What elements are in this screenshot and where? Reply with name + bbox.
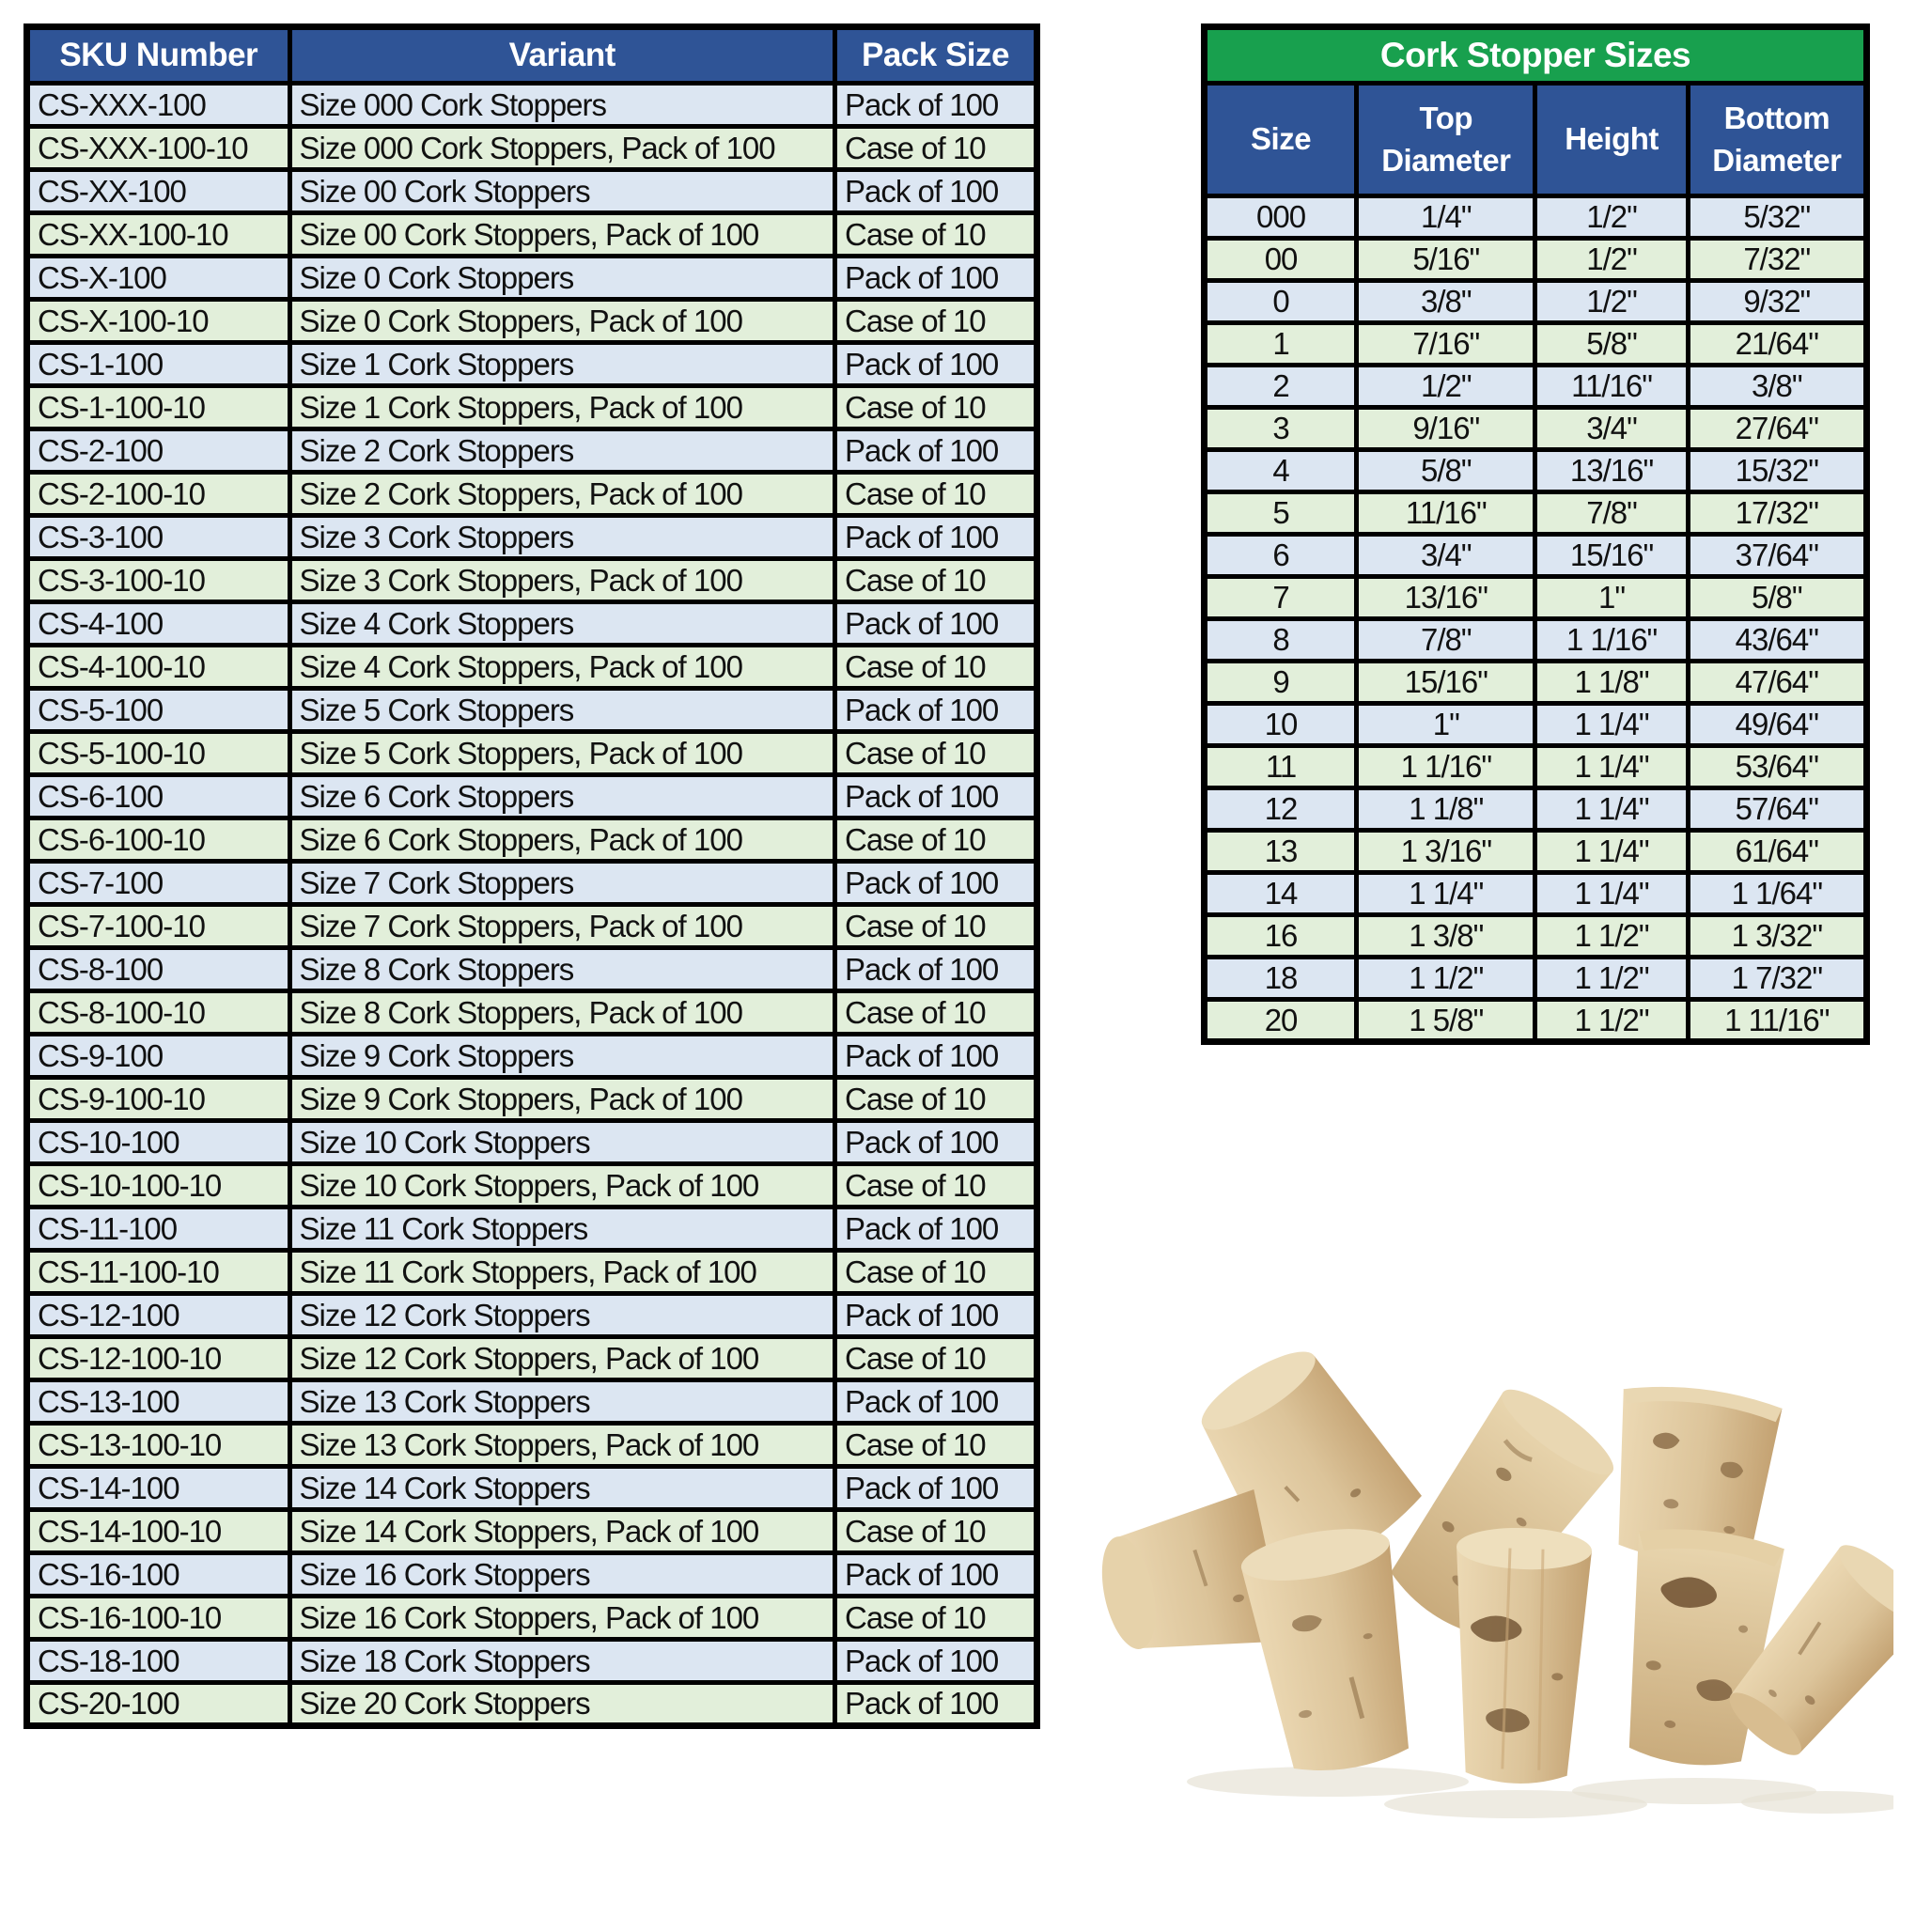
size-cell: 000 xyxy=(1205,196,1357,239)
sku-number-column-header: SKU Number xyxy=(27,27,290,84)
sku-table-row xyxy=(27,991,1037,1035)
sku-table-row xyxy=(27,300,1037,343)
bottom-diameter-cell: 53/64" xyxy=(1688,746,1866,788)
sku-table-row xyxy=(27,948,1037,991)
sku-table-row xyxy=(27,862,1037,905)
bottom-diameter-cell: 5/32" xyxy=(1688,196,1866,239)
pack-size-cell: Case of 10 xyxy=(835,127,1037,170)
height-cell: 1/2" xyxy=(1535,239,1688,281)
sku-number-cell: CS-5-100 xyxy=(27,689,290,732)
size-cell: 10 xyxy=(1205,704,1357,746)
top-diameter-cell: 1 3/8" xyxy=(1357,915,1535,958)
sku-table-row xyxy=(27,905,1037,948)
variant-cell: Size 7 Cork Stoppers, Pack of 100 xyxy=(289,905,835,948)
size-table-row xyxy=(1205,662,1867,704)
bottom-diameter-cell: 21/64" xyxy=(1688,323,1866,366)
height-cell: 1 1/4" xyxy=(1535,788,1688,831)
height-cell: 13/16" xyxy=(1535,450,1688,492)
top-diameter-cell: 9/16" xyxy=(1357,408,1535,450)
variant-cell: Size 4 Cork Stoppers xyxy=(289,602,835,646)
top-diameter-cell: 5/16" xyxy=(1357,239,1535,281)
bottom-diameter-cell: 1 7/32" xyxy=(1688,958,1866,1000)
bottom-diameter-column-header: Bottom Diameter xyxy=(1688,84,1866,196)
top-diameter-cell: 1/2" xyxy=(1357,366,1535,408)
sku-number-cell: CS-11-100 xyxy=(27,1208,290,1251)
variant-cell: Size 14 Cork Stoppers xyxy=(289,1467,835,1510)
sku-number-cell: CS-1-100-10 xyxy=(27,386,290,429)
variant-cell: Size 00 Cork Stoppers, Pack of 100 xyxy=(289,213,835,257)
size-table-row xyxy=(1205,704,1867,746)
bottom-diameter-cell: 47/64" xyxy=(1688,662,1866,704)
top-diameter-cell: 1 3/16" xyxy=(1357,831,1535,873)
size-cell: 3 xyxy=(1205,408,1357,450)
variant-cell: Size 13 Cork Stoppers xyxy=(289,1380,835,1424)
sku-table-row xyxy=(27,257,1037,300)
variant-cell: Size 10 Cork Stoppers xyxy=(289,1121,835,1164)
pack-size-cell: Case of 10 xyxy=(835,1164,1037,1208)
height-cell: 1 1/2" xyxy=(1535,915,1688,958)
size-cell: 5 xyxy=(1205,492,1357,535)
variant-cell: Size 13 Cork Stoppers, Pack of 100 xyxy=(289,1424,835,1467)
sku-table-row xyxy=(27,602,1037,646)
variant-cell: Size 8 Cork Stoppers, Pack of 100 xyxy=(289,991,835,1035)
variant-cell: Size 5 Cork Stoppers, Pack of 100 xyxy=(289,732,835,775)
sku-number-cell: CS-9-100-10 xyxy=(27,1078,290,1121)
bottom-diameter-cell: 15/32" xyxy=(1688,450,1866,492)
size-table-row xyxy=(1205,873,1867,915)
size-cell: 00 xyxy=(1205,239,1357,281)
top-diameter-cell: 3/4" xyxy=(1357,535,1535,577)
pack-size-cell: Pack of 100 xyxy=(835,1683,1037,1726)
variant-cell: Size 12 Cork Stoppers xyxy=(289,1294,835,1337)
top-diameter-cell: 7/16" xyxy=(1357,323,1535,366)
sku-table-row xyxy=(27,516,1037,559)
variant-cell: Size 16 Cork Stoppers xyxy=(289,1553,835,1597)
bottom-diameter-cell: 9/32" xyxy=(1688,281,1866,323)
variant-cell: Size 6 Cork Stoppers xyxy=(289,775,835,818)
size-table-row xyxy=(1205,535,1867,577)
top-diameter-column-header: Top Diameter xyxy=(1357,84,1535,196)
size-table-row xyxy=(1205,1000,1867,1042)
sku-number-cell: CS-XX-100-10 xyxy=(27,213,290,257)
size-cell: 9 xyxy=(1205,662,1357,704)
sku-table-row xyxy=(27,1597,1037,1640)
sku-number-cell: CS-7-100 xyxy=(27,862,290,905)
bottom-diameter-cell: 7/32" xyxy=(1688,239,1866,281)
pack-size-cell: Pack of 100 xyxy=(835,429,1037,473)
sku-table-row xyxy=(27,732,1037,775)
size-cell: 4 xyxy=(1205,450,1357,492)
bottom-diameter-cell: 5/8" xyxy=(1688,577,1866,619)
sku-table-row xyxy=(27,429,1037,473)
sku-table-row xyxy=(27,1424,1037,1467)
sku-table-row xyxy=(27,1380,1037,1424)
sku-number-cell: CS-18-100 xyxy=(27,1640,290,1683)
pack-size-cell: Case of 10 xyxy=(835,1510,1037,1553)
variant-cell: Size 00 Cork Stoppers xyxy=(289,170,835,213)
variant-cell: Size 11 Cork Stoppers, Pack of 100 xyxy=(289,1251,835,1294)
sku-number-cell: CS-X-100 xyxy=(27,257,290,300)
variant-cell: Size 20 Cork Stoppers xyxy=(289,1683,835,1726)
pack-size-cell: Pack of 100 xyxy=(835,689,1037,732)
variant-cell: Size 18 Cork Stoppers xyxy=(289,1640,835,1683)
top-diameter-cell: 1 1/16" xyxy=(1357,746,1535,788)
pack-size-cell: Pack of 100 xyxy=(835,257,1037,300)
size-table-row xyxy=(1205,492,1867,535)
bottom-diameter-cell: 27/64" xyxy=(1688,408,1866,450)
bottom-diameter-cell: 1 11/16" xyxy=(1688,1000,1866,1042)
size-cell: 11 xyxy=(1205,746,1357,788)
pack-size-cell: Pack of 100 xyxy=(835,1208,1037,1251)
bottom-diameter-cell: 49/64" xyxy=(1688,704,1866,746)
size-table-row xyxy=(1205,746,1867,788)
variant-cell: Size 9 Cork Stoppers xyxy=(289,1035,835,1078)
sku-table-row xyxy=(27,386,1037,429)
variant-cell: Size 1 Cork Stoppers, Pack of 100 xyxy=(289,386,835,429)
variant-cell: Size 000 Cork Stoppers xyxy=(289,84,835,127)
size-table-row xyxy=(1205,323,1867,366)
pack-size-cell: Pack of 100 xyxy=(835,775,1037,818)
size-table-header-row xyxy=(1205,84,1867,196)
sku-number-cell: CS-6-100-10 xyxy=(27,818,290,862)
pack-size-cell: Pack of 100 xyxy=(835,862,1037,905)
bottom-diameter-cell: 17/32" xyxy=(1688,492,1866,535)
bottom-diameter-cell: 1 3/32" xyxy=(1688,915,1866,958)
height-cell: 1 1/2" xyxy=(1535,1000,1688,1042)
pack-size-cell: Case of 10 xyxy=(835,1424,1037,1467)
top-diameter-cell: 1" xyxy=(1357,704,1535,746)
cork-stoppers-photo xyxy=(1093,1342,1893,1870)
size-cell: 16 xyxy=(1205,915,1357,958)
sku-number-cell: CS-14-100 xyxy=(27,1467,290,1510)
sku-table-row xyxy=(27,473,1037,516)
size-table-row xyxy=(1205,958,1867,1000)
size-table-row xyxy=(1205,196,1867,239)
size-cell: 7 xyxy=(1205,577,1357,619)
variant-cell: Size 12 Cork Stoppers, Pack of 100 xyxy=(289,1337,835,1380)
size-cell: 1 xyxy=(1205,323,1357,366)
sku-table-row xyxy=(27,170,1037,213)
height-cell: 3/4" xyxy=(1535,408,1688,450)
sku-table-row xyxy=(27,1294,1037,1337)
pack-size-cell: Pack of 100 xyxy=(835,1553,1037,1597)
height-cell: 1 1/16" xyxy=(1535,619,1688,662)
height-cell: 7/8" xyxy=(1535,492,1688,535)
size-cell: 8 xyxy=(1205,619,1357,662)
sku-number-cell: CS-7-100-10 xyxy=(27,905,290,948)
cork-stopper-sizes-table xyxy=(1201,23,1870,1045)
size-table-row xyxy=(1205,366,1867,408)
sku-table-row xyxy=(27,127,1037,170)
top-diameter-cell: 1 1/4" xyxy=(1357,873,1535,915)
sku-number-cell: CS-13-100-10 xyxy=(27,1424,290,1467)
sku-table-row xyxy=(27,1251,1037,1294)
top-diameter-cell: 15/16" xyxy=(1357,662,1535,704)
sku-number-cell: CS-8-100 xyxy=(27,948,290,991)
top-diameter-cell: 1 1/2" xyxy=(1357,958,1535,1000)
sku-table-row xyxy=(27,1510,1037,1553)
variant-cell: Size 000 Cork Stoppers, Pack of 100 xyxy=(289,127,835,170)
variant-cell: Size 11 Cork Stoppers xyxy=(289,1208,835,1251)
pack-size-cell: Case of 10 xyxy=(835,732,1037,775)
size-table-row xyxy=(1205,831,1867,873)
height-cell: 1 1/4" xyxy=(1535,831,1688,873)
sku-table-row xyxy=(27,559,1037,602)
height-cell: 1 1/4" xyxy=(1535,746,1688,788)
top-diameter-cell: 1 1/8" xyxy=(1357,788,1535,831)
sku-number-cell: CS-2-100-10 xyxy=(27,473,290,516)
size-column-header: Size xyxy=(1205,84,1357,196)
height-column-header: Height xyxy=(1535,84,1688,196)
pack-size-cell: Pack of 100 xyxy=(835,343,1037,386)
size-cell: 2 xyxy=(1205,366,1357,408)
sku-table-row xyxy=(27,818,1037,862)
sku-number-cell: CS-8-100-10 xyxy=(27,991,290,1035)
sku-number-cell: CS-11-100-10 xyxy=(27,1251,290,1294)
variant-cell: Size 5 Cork Stoppers xyxy=(289,689,835,732)
sku-number-cell: CS-12-100-10 xyxy=(27,1337,290,1380)
variant-cell: Size 4 Cork Stoppers, Pack of 100 xyxy=(289,646,835,689)
height-cell: 1 1/8" xyxy=(1535,662,1688,704)
size-table-row xyxy=(1205,450,1867,492)
sku-number-cell: CS-6-100 xyxy=(27,775,290,818)
size-table-row xyxy=(1205,619,1867,662)
height-cell: 1/2" xyxy=(1535,281,1688,323)
variant-cell: Size 6 Cork Stoppers, Pack of 100 xyxy=(289,818,835,862)
sku-table-row xyxy=(27,646,1037,689)
top-diameter-cell: 11/16" xyxy=(1357,492,1535,535)
pack-size-cell: Case of 10 xyxy=(835,646,1037,689)
sku-number-cell: CS-10-100 xyxy=(27,1121,290,1164)
pack-size-cell: Case of 10 xyxy=(835,991,1037,1035)
bottom-diameter-cell: 61/64" xyxy=(1688,831,1866,873)
sku-number-cell: CS-2-100 xyxy=(27,429,290,473)
pack-size-cell: Case of 10 xyxy=(835,1251,1037,1294)
pack-size-cell: Pack of 100 xyxy=(835,1640,1037,1683)
bottom-diameter-cell: 1 1/64" xyxy=(1688,873,1866,915)
variant-cell: Size 0 Cork Stoppers xyxy=(289,257,835,300)
pack-size-cell: Pack of 100 xyxy=(835,1467,1037,1510)
pack-size-cell: Pack of 100 xyxy=(835,1121,1037,1164)
sku-table-row xyxy=(27,1553,1037,1597)
sku-number-cell: CS-16-100 xyxy=(27,1553,290,1597)
sku-table-header-row xyxy=(27,27,1037,84)
sku-number-cell: CS-XX-100 xyxy=(27,170,290,213)
variant-cell: Size 16 Cork Stoppers, Pack of 100 xyxy=(289,1597,835,1640)
size-table-title: Cork Stopper Sizes xyxy=(1205,27,1867,84)
pack-size-cell: Case of 10 xyxy=(835,386,1037,429)
height-cell: 1 1/4" xyxy=(1535,873,1688,915)
sku-table-row xyxy=(27,1640,1037,1683)
pack-size-cell: Case of 10 xyxy=(835,473,1037,516)
sku-number-cell: CS-3-100 xyxy=(27,516,290,559)
pack-size-cell: Pack of 100 xyxy=(835,84,1037,127)
pack-size-cell: Case of 10 xyxy=(835,1597,1037,1640)
bottom-diameter-cell: 37/64" xyxy=(1688,535,1866,577)
sku-number-cell: CS-XXX-100-10 xyxy=(27,127,290,170)
sku-table-row xyxy=(27,84,1037,127)
sku-number-cell: CS-13-100 xyxy=(27,1380,290,1424)
variant-cell: Size 9 Cork Stoppers, Pack of 100 xyxy=(289,1078,835,1121)
top-diameter-cell: 5/8" xyxy=(1357,450,1535,492)
size-table-row xyxy=(1205,788,1867,831)
bottom-diameter-cell: 3/8" xyxy=(1688,366,1866,408)
bottom-diameter-cell: 57/64" xyxy=(1688,788,1866,831)
variant-cell: Size 7 Cork Stoppers xyxy=(289,862,835,905)
height-cell: 5/8" xyxy=(1535,323,1688,366)
top-diameter-cell: 3/8" xyxy=(1357,281,1535,323)
size-cell: 6 xyxy=(1205,535,1357,577)
sku-number-cell: CS-20-100 xyxy=(27,1683,290,1726)
size-cell: 0 xyxy=(1205,281,1357,323)
top-diameter-cell: 13/16" xyxy=(1357,577,1535,619)
height-cell: 11/16" xyxy=(1535,366,1688,408)
sku-table-row xyxy=(27,1467,1037,1510)
sku-number-cell: CS-12-100 xyxy=(27,1294,290,1337)
sku-number-cell: CS-XXX-100 xyxy=(27,84,290,127)
size-table-row xyxy=(1205,281,1867,323)
sku-number-cell: CS-1-100 xyxy=(27,343,290,386)
sku-table-row xyxy=(27,1208,1037,1251)
sku-number-cell: CS-10-100-10 xyxy=(27,1164,290,1208)
pack-size-cell: Case of 10 xyxy=(835,1078,1037,1121)
sku-number-cell: CS-4-100 xyxy=(27,602,290,646)
variant-cell: Size 0 Cork Stoppers, Pack of 100 xyxy=(289,300,835,343)
top-diameter-cell: 1/4" xyxy=(1357,196,1535,239)
pack-size-cell: Pack of 100 xyxy=(835,1035,1037,1078)
sku-table-row xyxy=(27,689,1037,732)
pack-size-cell: Case of 10 xyxy=(835,1337,1037,1380)
sku-number-cell: CS-X-100-10 xyxy=(27,300,290,343)
sku-table-row xyxy=(27,1683,1037,1726)
height-cell: 1 1/4" xyxy=(1535,704,1688,746)
variant-column-header: Variant xyxy=(289,27,835,84)
size-cell: 12 xyxy=(1205,788,1357,831)
pack-size-cell: Pack of 100 xyxy=(835,516,1037,559)
sku-number-cell: CS-3-100-10 xyxy=(27,559,290,602)
sku-table-row xyxy=(27,343,1037,386)
sku-number-cell: CS-5-100-10 xyxy=(27,732,290,775)
height-cell: 15/16" xyxy=(1535,535,1688,577)
sku-number-cell: CS-4-100-10 xyxy=(27,646,290,689)
size-table-title-row xyxy=(1205,27,1867,84)
pack-size-cell: Case of 10 xyxy=(835,300,1037,343)
variant-cell: Size 14 Cork Stoppers, Pack of 100 xyxy=(289,1510,835,1553)
size-table-row xyxy=(1205,239,1867,281)
sku-table xyxy=(23,23,1040,1729)
variant-cell: Size 2 Cork Stoppers, Pack of 100 xyxy=(289,473,835,516)
size-cell: 18 xyxy=(1205,958,1357,1000)
variant-cell: Size 3 Cork Stoppers, Pack of 100 xyxy=(289,559,835,602)
sku-table-row xyxy=(27,775,1037,818)
sku-table-row xyxy=(27,1164,1037,1208)
sku-number-cell: CS-9-100 xyxy=(27,1035,290,1078)
size-cell: 14 xyxy=(1205,873,1357,915)
sku-number-cell: CS-16-100-10 xyxy=(27,1597,290,1640)
variant-cell: Size 8 Cork Stoppers xyxy=(289,948,835,991)
pack-size-cell: Case of 10 xyxy=(835,905,1037,948)
pack-size-cell: Pack of 100 xyxy=(835,1294,1037,1337)
pack-size-column-header: Pack Size xyxy=(835,27,1037,84)
pack-size-cell: Case of 10 xyxy=(835,818,1037,862)
pack-size-cell: Pack of 100 xyxy=(835,602,1037,646)
size-table-row xyxy=(1205,408,1867,450)
pack-size-cell: Case of 10 xyxy=(835,559,1037,602)
top-diameter-cell: 1 5/8" xyxy=(1357,1000,1535,1042)
sku-number-cell: CS-14-100-10 xyxy=(27,1510,290,1553)
size-cell: 20 xyxy=(1205,1000,1357,1042)
sku-table-row xyxy=(27,1035,1037,1078)
sku-table-row xyxy=(27,1078,1037,1121)
size-table-row xyxy=(1205,577,1867,619)
sku-table-row xyxy=(27,213,1037,257)
height-cell: 1 1/2" xyxy=(1535,958,1688,1000)
height-cell: 1" xyxy=(1535,577,1688,619)
pack-size-cell: Case of 10 xyxy=(835,213,1037,257)
pack-size-cell: Pack of 100 xyxy=(835,948,1037,991)
top-diameter-cell: 7/8" xyxy=(1357,619,1535,662)
bottom-diameter-cell: 43/64" xyxy=(1688,619,1866,662)
height-cell: 1/2" xyxy=(1535,196,1688,239)
pack-size-cell: Pack of 100 xyxy=(835,1380,1037,1424)
variant-cell: Size 2 Cork Stoppers xyxy=(289,429,835,473)
variant-cell: Size 3 Cork Stoppers xyxy=(289,516,835,559)
pack-size-cell: Pack of 100 xyxy=(835,170,1037,213)
size-table-row xyxy=(1205,915,1867,958)
variant-cell: Size 10 Cork Stoppers, Pack of 100 xyxy=(289,1164,835,1208)
sku-table-row xyxy=(27,1337,1037,1380)
size-cell: 13 xyxy=(1205,831,1357,873)
variant-cell: Size 1 Cork Stoppers xyxy=(289,343,835,386)
sku-table-row xyxy=(27,1121,1037,1164)
